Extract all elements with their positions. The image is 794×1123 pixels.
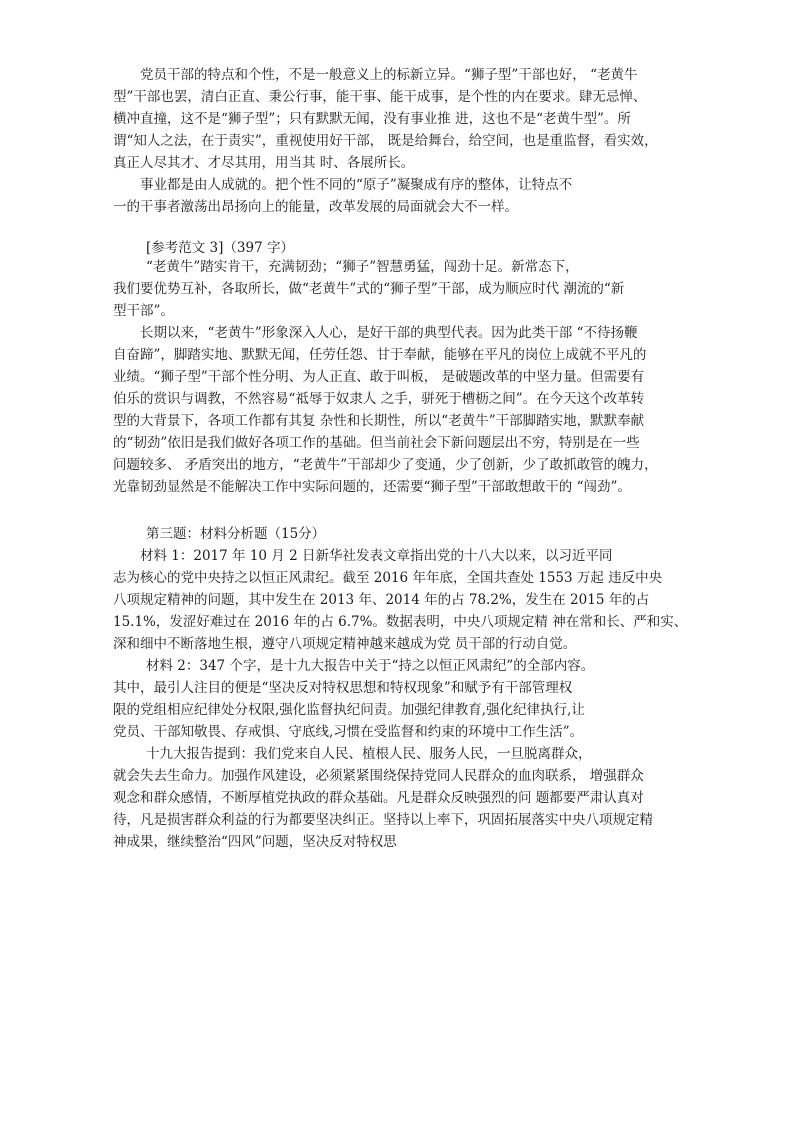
text-line: 15.1%，发涩好难过在 2016 年的占 6.7%。数据表明，中央八项规定精 神在常和长、严和实、 <box>113 614 688 630</box>
text-line: 型”干部也罢，清白正直、秉公行事，能干事、能干成事，是个性的内在要求。肆无忌惮、 <box>113 89 647 105</box>
text-line: 深和细中不断落地生根，遵守八项规定精神越来越成为党 员干部的行动自觉。 <box>113 636 577 652</box>
text-line: 型的大背景下，各项工作都有其复 杂性和长期性，所以“老黄牛”干部脚踏实地，默默奉献 <box>113 413 645 429</box>
text-line: 一的干事者激荡出昂扬向上的能量，改革发展的局面就会大不一样。 <box>113 199 518 215</box>
text-line: 志为核心的党中央持之以恒正风肃纪。截至 2016 年年底，全国共查处 1553 万起 违反中央 <box>113 570 663 586</box>
text-line: “老黄牛”踏实肯干，充满韧劲；“狮子”智慧勇猛，闯劲十足。新常态下， <box>146 259 579 275</box>
text-line: 党员、干部知敬畏、存戒惧、守底线,习惯在受监督和约束的环境中工作生活”。 <box>113 724 584 740</box>
text-line: 材料 2：347 个字，是十九大报告中关于“持之以恒正风肃纪”的全部内容。 <box>146 658 595 674</box>
text-line: 我们要优势互补，各取所长，做“老黄牛”式的“狮子型”干部，成为顺应时代 潮流的“新 <box>113 281 625 297</box>
text-line: 伯乐的赏识与调教，不然容易“祗辱于奴隶人 之手，骈死于槽枥之间”。在今天这个改革转 <box>113 391 645 407</box>
text-line: 横冲直撞，这不是“狮子型”；只有默默无闻，没有事业推 进，这也不是“老黄牛型”。所 <box>113 111 631 127</box>
text-line: 观念和群众感情，不断厚植党执政的群众基础。凡是群众反映强烈的问 题都要严肃认真对 <box>113 790 644 806</box>
text-line: 限的党组相应纪律处分权限,强化监督执纪问责。加强纪律教育,强化纪律执行,让 <box>113 702 585 718</box>
section-heading: 第三题：材料分析题（15分） <box>146 526 326 542</box>
text-line: 事业都是由人成就的。把个性不同的“原子”凝聚成有序的整体，让特点不 <box>140 177 573 193</box>
text-line: 光靠韧劲显然是不能解决工作中实际问题的，还需要“狮子型”干部敢想敢干的 “闯劲”。 <box>113 479 631 495</box>
text-line: 自奋蹄”，脚踏实地、默默无闻，任劳任怨、甘于奉献，能够在平凡的岗位上成就不平凡的 <box>113 347 647 363</box>
text-line: 其中，最引人注目的便是“坚决反对特权思想和特权现象”和赋予有干部管理权 <box>113 680 573 696</box>
text-line: 材料 1：2017 年 10 月 2 日新华社发表文章指出党的十八大以来，以习近平同 <box>140 548 613 564</box>
text-line: 型干部”。 <box>113 303 174 319</box>
text-line: 就会失去生命力。加强作风建设，必须紧紧围绕保持党同人民群众的血肉联系， 增强群众 <box>113 768 644 784</box>
text-line: 十九大报告提到：我们党来自人民、植根人民、服务人民，一旦脱离群众， <box>146 746 592 762</box>
section-heading: [参考范文 3]（397 字） <box>146 240 294 256</box>
text-line: 业绩。“狮子型”干部个性分明、为人正直、敢于叫板， 是破题改革的中坚力量。但需要有 <box>113 369 645 385</box>
text-line: 谓“知人之法，在于责实”，重视使用好干部， 既是给舞台，给空间，也是重监督，看实效， <box>113 133 658 149</box>
text-line: 神成果，继续整治“四风”问题，坚决反对特权思 <box>113 834 397 850</box>
text-line: 党员干部的特点和个性，不是一般意义上的标新立异。“狮子型”干部也好， “老黄牛 <box>140 67 638 83</box>
text-line: 真正人尽其才、才尽其用，用当其 时、各展所长。 <box>113 155 415 171</box>
text-line: 八项规定精神的问题，其中发生在 2013 年、2014 年的占 78.2%，发生在 2015 年的占 <box>113 592 650 608</box>
text-line: 问题较多、 矛盾突出的地方，“老黄牛”干部却少了变通，少了创新，少了敢抓敢管的魄力， <box>113 457 658 473</box>
text-line: 长期以来，“老黄牛”形象深入人心，是好干部的典型代表。因为此类干部 “不待扬鞭 <box>140 325 638 341</box>
text-line: 待，凡是损害群众利益的行为都要坚决纠正。坚持以上率下，巩固拓展落实中央八项规定精 <box>113 812 653 828</box>
text-line: 的“韧劲”依旧是我们做好各项工作的基础。但当前社会下新问题层出不穷，特别是在一些 <box>113 435 640 451</box>
